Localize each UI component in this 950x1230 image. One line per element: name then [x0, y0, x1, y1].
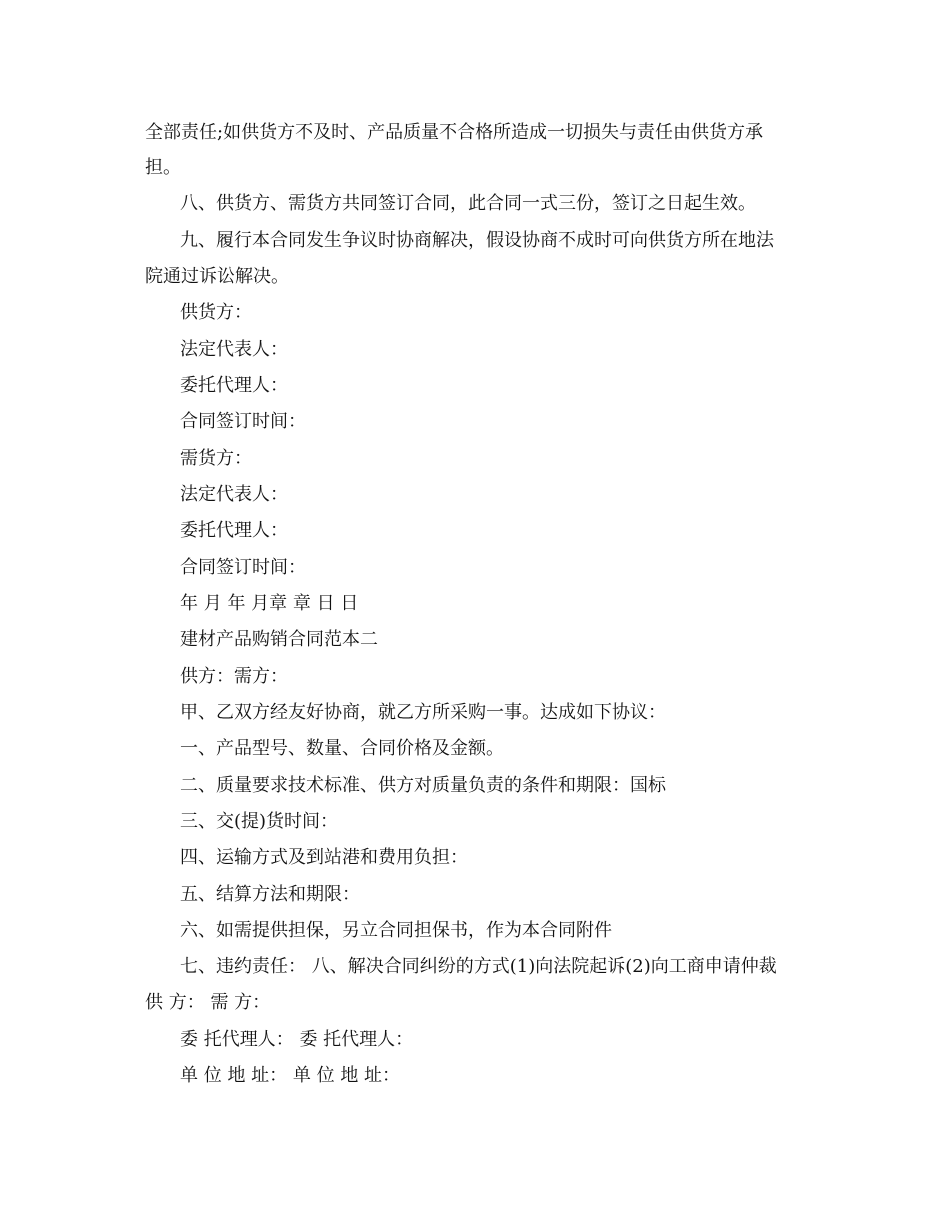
text-line: 八、供货方、需货方共同签订合同，此合同一式三份，签订之日起生效。: [180, 193, 756, 214]
text-line: 九、履行本合同发生争议时协商解决，假设协商不成时可向供货方所在地法: [180, 230, 774, 251]
text-line: 单 位 地 址： 单 位 地 址：: [180, 1065, 401, 1086]
text-line: 六、如需提供担保，另立合同担保书，作为本合同附件: [180, 920, 612, 941]
text-line: 甲、乙双方经友好协商，就乙方所采购一事。达成如下协议：: [180, 702, 666, 723]
text-line: 建材产品购销合同范本二: [180, 629, 378, 650]
text-line: 需货方：: [180, 448, 252, 469]
text-line: 三、交(提)货时间：: [180, 811, 339, 832]
text-line: 全部责任;如供货方不及时、产品质量不合格所造成一切损失与责任由供货方承: [145, 122, 764, 143]
text-line: 七、违约责任： 八、解决合同纠纷的方式(1)向法院起诉(2)向工商申请仲裁: [180, 956, 777, 977]
text-line: 委托代理人：: [180, 520, 288, 541]
text-line: 年 月 年 月章 章 日 日: [180, 593, 359, 614]
text-line: 二、质量要求技术标准、供方对质量负责的条件和期限：国标: [180, 775, 666, 796]
text-line: 委托代理人：: [180, 375, 288, 396]
text-line: 合同签订时间：: [180, 557, 306, 578]
text-line: 担。: [145, 157, 181, 178]
text-line: 合同签订时间：: [180, 411, 306, 432]
text-line: 一、产品型号、数量、合同价格及金额。: [180, 738, 504, 759]
text-line: 法定代表人：: [180, 484, 288, 505]
text-line: 供方：需方：: [180, 666, 288, 687]
text-line: 供 方： 需 方：: [145, 992, 271, 1013]
text-line: 院通过诉讼解决。: [145, 266, 289, 287]
text-line: 供货方：: [180, 302, 252, 323]
text-line: 四、运输方式及到站港和费用负担：: [180, 847, 468, 868]
text-line: 法定代表人：: [180, 339, 288, 360]
text-line: 五、结算方法和期限：: [180, 884, 360, 905]
text-line: 委 托代理人： 委 托代理人：: [180, 1029, 414, 1050]
